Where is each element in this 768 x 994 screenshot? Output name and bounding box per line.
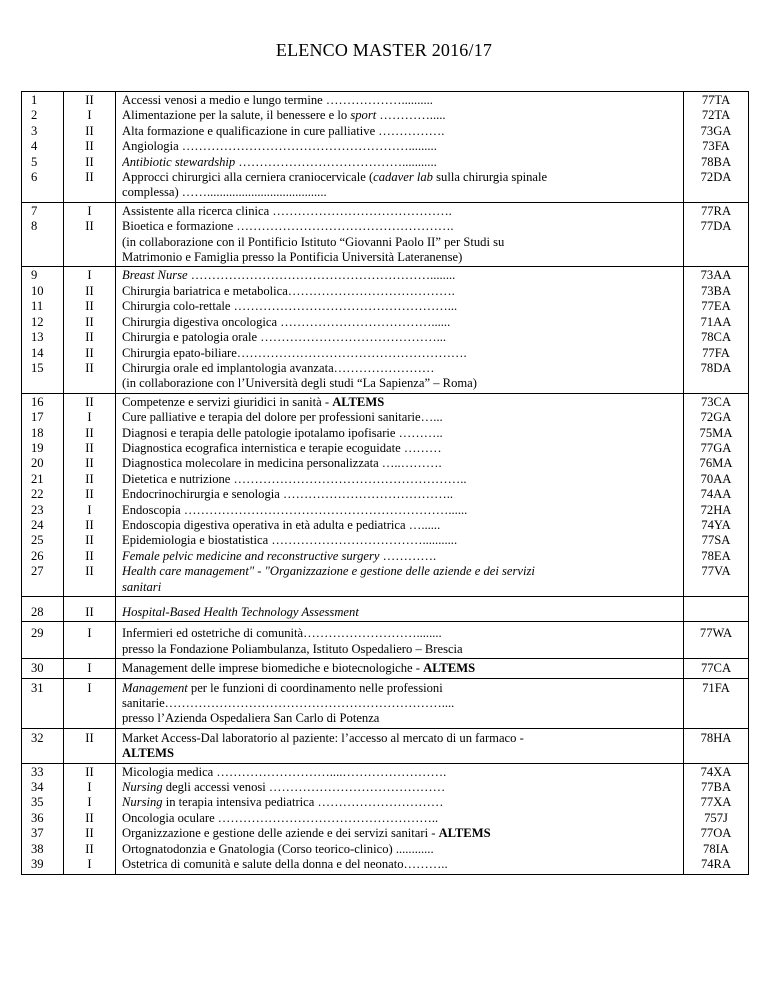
course-code xyxy=(684,763,749,874)
course-title-text: Organizzazione e gestione delle aziende e dei servizi sanitari - xyxy=(122,826,439,841)
course-title-text: Accessi venosi a medio e lungo termine ……………….......... xyxy=(122,93,433,107)
course-title-text: Breast Nurse xyxy=(122,268,188,283)
course-title-line xyxy=(122,361,677,376)
course-code-value: 77TA xyxy=(701,93,731,107)
course-code-value: 70AA xyxy=(700,471,732,486)
level-cell-value: II xyxy=(85,810,94,825)
course-title-text: …………………………………………………........ xyxy=(187,268,456,283)
level-cell xyxy=(64,597,116,622)
course-title-text: Market Access-Dal laboratorio al paziente: l’accesso al mercato di un farmaco - xyxy=(122,730,524,745)
row-number-value: 10 xyxy=(31,283,44,298)
course-code-value: 77FA xyxy=(702,345,730,360)
course-title-text: Endocrinochirurgia e senologia ………………………………….. xyxy=(122,487,454,502)
course-title-line xyxy=(122,795,677,810)
level-cell-value: II xyxy=(85,471,94,486)
level-cell-value: I xyxy=(87,203,92,218)
course-code-value: 76MA xyxy=(699,456,733,471)
course-title-cell xyxy=(116,202,684,267)
course-title-line xyxy=(122,642,677,657)
course-code-value: 77WA xyxy=(699,626,733,641)
course-title-line xyxy=(122,711,677,726)
row-number-value: 39 xyxy=(31,857,44,872)
level-cell xyxy=(64,92,116,203)
course-title-text: Endoscopia ………………………………………………………...... xyxy=(122,502,468,517)
course-title-text: complessa) ……...................................... xyxy=(122,185,327,200)
course-title-text: ALTEMS xyxy=(122,746,175,761)
course-title-line xyxy=(122,124,677,139)
course-code xyxy=(684,202,749,267)
course-title-cell xyxy=(116,678,684,728)
level-cell-value: II xyxy=(85,440,94,455)
course-title-line xyxy=(122,299,677,314)
level-cell-value: I xyxy=(87,410,92,425)
course-title-text: Diagnostica ecografica internistica e terapie ecoguidate ……… xyxy=(122,440,442,455)
course-title-text: sanitarie………………………………………………………….... xyxy=(122,696,455,711)
course-title-line xyxy=(122,681,677,696)
course-code-value: 78BA xyxy=(700,154,732,169)
row-number xyxy=(22,597,64,622)
level-cell-value: II xyxy=(85,533,94,548)
table-row xyxy=(22,92,749,203)
level-cell xyxy=(64,728,116,763)
row-number xyxy=(22,728,64,763)
row-number-value: 22 xyxy=(31,487,44,502)
course-title-text: Hospital-Based Health Technology Assessment xyxy=(122,605,359,619)
course-title-cell xyxy=(116,728,684,763)
course-title-line xyxy=(122,108,677,123)
course-title-cell xyxy=(116,393,684,596)
course-title-text: Dietetica e nutrizione ……………………………………………….. xyxy=(122,471,467,486)
course-title-line xyxy=(122,155,677,170)
row-number-value: 24 xyxy=(31,517,44,532)
row-number-value: 16 xyxy=(31,394,44,409)
course-title-text: sanitari xyxy=(122,579,162,594)
course-title-text: Chirurgia digestiva oncologica ………………………………...... xyxy=(122,314,451,329)
course-title-text: Infermieri ed ostetriche di comunità………………………........ xyxy=(122,626,442,641)
course-code-value: 73CA xyxy=(700,394,732,409)
course-code-value: 77RA xyxy=(700,203,732,218)
course-code-value: 77VA xyxy=(701,564,731,579)
level-cell-value: I xyxy=(87,857,92,872)
level-cell-value: II xyxy=(85,154,94,169)
row-number-value: 35 xyxy=(31,795,44,810)
course-code-value: 77SA xyxy=(701,533,731,548)
course-code-value: 73GA xyxy=(700,123,732,138)
course-title-text: …………..... xyxy=(376,108,446,123)
course-code xyxy=(684,622,749,659)
course-title-cell xyxy=(116,597,684,622)
course-title-text: Nursing xyxy=(122,780,163,795)
row-number xyxy=(22,622,64,659)
row-number xyxy=(22,202,64,267)
level-cell-value: II xyxy=(85,299,94,314)
level-cell-value: I xyxy=(87,680,92,695)
table-row xyxy=(22,659,749,678)
table-row xyxy=(22,393,749,596)
level-cell-value: I xyxy=(87,502,92,517)
course-code-value: 74YA xyxy=(701,517,731,532)
row-number-value: 5 xyxy=(31,154,38,169)
course-title-line xyxy=(122,235,677,250)
course-title-text: Ostetrica di comunità e salute della donna e del neonato……….. xyxy=(122,857,448,872)
course-code-value: 71FA xyxy=(702,680,730,695)
row-number-value: 31 xyxy=(31,680,44,695)
table-row xyxy=(22,763,749,874)
course-title-line xyxy=(122,346,677,361)
course-title-line xyxy=(122,93,677,108)
course-title-text: Management xyxy=(122,680,188,695)
course-title-text: degli accessi venosi …………………………………… xyxy=(162,780,446,795)
level-cell-value: II xyxy=(85,456,94,471)
row-number-value: 14 xyxy=(31,345,44,360)
row-number-value: 30 xyxy=(31,661,44,676)
row-number-value: 15 xyxy=(31,360,44,375)
course-title-line xyxy=(122,842,677,857)
level-cell xyxy=(64,659,116,678)
table-row xyxy=(22,728,749,763)
course-title-line xyxy=(122,826,677,841)
course-title-line xyxy=(122,376,677,391)
level-cell-value: II xyxy=(85,425,94,440)
course-title-line xyxy=(122,139,677,154)
course-title-line xyxy=(122,487,677,502)
course-title-text: sport xyxy=(350,108,377,123)
course-code xyxy=(684,92,749,203)
course-code-value: 74RA xyxy=(700,857,732,872)
row-number-value: 37 xyxy=(31,826,44,841)
course-title-text: Management delle imprese biomediche e biotecnologiche - xyxy=(122,661,424,676)
level-cell-value: II xyxy=(85,605,94,619)
level-cell-value: II xyxy=(85,170,94,185)
course-code-value: 77EA xyxy=(701,299,731,314)
page-title: ELENCO MASTER 2016/17 xyxy=(275,40,493,60)
course-code-value: 72GA xyxy=(700,410,732,425)
level-cell-value: II xyxy=(85,123,94,138)
row-number-value: 2 xyxy=(31,108,38,123)
course-title-text: Chirurgia e patologia orale ……………………………………... xyxy=(122,330,447,345)
course-title-text: ALTEMS xyxy=(332,394,385,409)
level-cell xyxy=(64,622,116,659)
row-number-value: 38 xyxy=(31,841,44,856)
course-title-line xyxy=(122,696,677,711)
course-title-text: Health care management" - "Organizzazione e gestione delle aziende e dei servizi xyxy=(122,564,535,579)
course-title-line xyxy=(122,441,677,456)
course-title-text: ALTEMS xyxy=(438,826,491,841)
course-title-line xyxy=(122,395,677,410)
course-title-line xyxy=(122,564,677,579)
row-number-value: 13 xyxy=(31,330,44,345)
level-cell-value: II xyxy=(85,564,94,579)
course-title-line xyxy=(122,780,677,795)
course-code-value xyxy=(687,605,745,620)
course-title-text: Diagnostica molecolare in medicina personalizzata …..………. xyxy=(122,456,442,471)
course-code xyxy=(684,597,749,622)
row-number-value: 28 xyxy=(31,605,44,619)
course-title-line xyxy=(122,857,677,872)
course-title-text: Endoscopia digestiva operativa in età adulta e pediatrica …...... xyxy=(122,517,441,532)
level-cell-value: II xyxy=(85,517,94,532)
course-title-text: Approcci chirurgici alla cerniera craniocervicale ( xyxy=(122,170,374,185)
course-title-text: Diagnosi e terapia delle patologie ipotalamo ipofisarie ……….. xyxy=(122,425,443,440)
course-title-line xyxy=(122,410,677,425)
level-cell-value: I xyxy=(87,780,92,795)
course-title-line xyxy=(122,204,677,219)
row-number xyxy=(22,393,64,596)
row-number xyxy=(22,678,64,728)
row-number-value: 20 xyxy=(31,456,44,471)
course-title-line xyxy=(122,250,677,265)
course-title-line xyxy=(122,185,677,200)
row-number-value: 27 xyxy=(31,564,44,579)
course-title-line xyxy=(122,731,677,746)
row-number xyxy=(22,267,64,393)
row-number-value: 23 xyxy=(31,502,44,517)
course-code-value: 77GA xyxy=(700,440,732,455)
row-number-value: 6 xyxy=(31,170,38,185)
course-title-line xyxy=(122,518,677,533)
level-cell-value: II xyxy=(85,841,94,856)
course-title-line xyxy=(122,811,677,826)
row-number-value: 11 xyxy=(31,299,44,314)
course-title-line xyxy=(122,533,677,548)
course-title-text: (in collaborazione con l’Università degli studi “La Sapienza” – Roma) xyxy=(122,376,477,391)
course-code-value: 73AA xyxy=(700,268,732,283)
level-cell-value: I xyxy=(87,661,92,676)
level-cell-value: I xyxy=(87,626,92,641)
course-title-line xyxy=(122,626,677,641)
row-number-value: 34 xyxy=(31,780,44,795)
course-title-cell xyxy=(116,622,684,659)
course-code-value: 78HA xyxy=(700,730,732,745)
course-code xyxy=(684,393,749,596)
row-number-value: 1 xyxy=(31,93,38,107)
course-code xyxy=(684,267,749,393)
row-number-value: 25 xyxy=(31,533,44,548)
course-title-text: Bioetica e formazione ……………………………………………. xyxy=(122,219,454,234)
level-cell-value: II xyxy=(85,487,94,502)
course-title-text: ALTEMS xyxy=(423,661,476,676)
course-title-cell xyxy=(116,267,684,393)
course-title-line xyxy=(122,268,677,283)
course-title-text: Competenze e servizi giuridici in sanità - xyxy=(122,394,333,409)
course-title-line xyxy=(122,503,677,518)
row-number xyxy=(22,763,64,874)
level-cell xyxy=(64,267,116,393)
course-title-text: Chirurgia bariatrica e metabolica…………………………………. xyxy=(122,283,455,298)
course-title-text: sulla chirurgia spinale xyxy=(432,170,548,185)
course-title-line xyxy=(122,605,677,620)
table-row xyxy=(22,678,749,728)
course-title-cell xyxy=(116,92,684,203)
course-code-value: 73FA xyxy=(702,139,730,154)
course-title-text: Epidemiologia e biostatistica ………………………………........... xyxy=(122,533,458,548)
course-title-text: Female pelvic medicine and reconstructive surgery xyxy=(122,548,380,563)
course-title-line xyxy=(122,549,677,564)
row-number xyxy=(22,659,64,678)
course-title-text: Angiologia ………………………………………………......... xyxy=(122,139,437,154)
course-title-text: …………………………………........... xyxy=(235,154,437,169)
level-cell-value: II xyxy=(85,394,94,409)
course-title-text: in terapia intensiva pediatrica ………………………… xyxy=(162,795,444,810)
course-code-value: 74AA xyxy=(700,487,732,502)
course-title-cell xyxy=(116,763,684,874)
row-number-value: 12 xyxy=(31,314,44,329)
level-cell-value: II xyxy=(85,314,94,329)
table-row xyxy=(22,202,749,267)
course-title-line xyxy=(122,315,677,330)
level-cell-value: I xyxy=(87,108,92,123)
course-code-value: 74XA xyxy=(700,764,732,779)
course-title-line xyxy=(122,284,677,299)
row-number-value: 29 xyxy=(31,626,44,641)
level-cell-value: II xyxy=(85,93,94,107)
course-title-line xyxy=(122,456,677,471)
course-title-text: Cure palliative e terapia del dolore per professioni sanitarie…... xyxy=(122,410,443,425)
course-code-value: 77DA xyxy=(700,219,732,234)
row-number-value: 26 xyxy=(31,548,44,563)
course-title-line xyxy=(122,219,677,234)
course-title-line xyxy=(122,426,677,441)
course-code-value: 77XA xyxy=(700,795,732,810)
row-number-value: 17 xyxy=(31,410,44,425)
course-title-text: Assistente alla ricerca clinica ……………………………………. xyxy=(122,203,452,218)
course-title-text: …………. xyxy=(379,548,437,563)
course-code-value: 75MA xyxy=(699,425,733,440)
level-cell xyxy=(64,763,116,874)
course-title-line xyxy=(122,170,677,185)
course-title-text: Micologia medica ………………………....……………………. xyxy=(122,764,447,779)
row-number-value: 8 xyxy=(31,219,38,234)
course-title-cell xyxy=(116,659,684,678)
course-code-value: 78EA xyxy=(701,548,731,563)
course-code xyxy=(684,678,749,728)
row-number-value: 4 xyxy=(31,139,38,154)
table-row xyxy=(22,622,749,659)
level-cell-value: II xyxy=(85,139,94,154)
level-cell-value: II xyxy=(85,548,94,563)
level-cell-value: II xyxy=(85,730,94,745)
level-cell xyxy=(64,202,116,267)
level-cell-value: II xyxy=(85,345,94,360)
level-cell-value: II xyxy=(85,764,94,779)
row-number-value: 33 xyxy=(31,764,44,779)
course-title-line xyxy=(122,472,677,487)
level-cell-value: I xyxy=(87,268,92,283)
course-title-text: Ortognatodonzia e Gnatologia (Corso teorico-clinico) ............ xyxy=(122,841,434,856)
course-title-text: (in collaborazione con il Pontificio Istituto “Giovanni Paolo II” per Studi su xyxy=(122,234,505,249)
course-title-text: Chirurgia colo-rettale ……………………………………………... xyxy=(122,299,458,314)
row-number-value: 3 xyxy=(31,123,38,138)
table-row xyxy=(22,597,749,622)
course-code-value: 77CA xyxy=(700,661,732,676)
course-title-text: Antibiotic stewardship xyxy=(122,154,236,169)
course-code-value: 78DA xyxy=(700,360,732,375)
course-title-text: per le funzioni di coordinamento nelle professioni xyxy=(187,680,443,695)
course-code-value: 78IA xyxy=(703,841,729,856)
course-title-text: Nursing xyxy=(122,795,163,810)
course-code-value: 78CA xyxy=(700,330,732,345)
level-cell-value: II xyxy=(85,826,94,841)
master-list-table xyxy=(21,91,749,875)
course-title-line xyxy=(122,661,677,676)
row-number-value: 36 xyxy=(31,810,44,825)
level-cell-value: II xyxy=(85,283,94,298)
row-number-value: 21 xyxy=(31,471,44,486)
course-title-text: Alimentazione per la salute, il benessere e lo xyxy=(122,108,351,123)
course-code-value: 77BA xyxy=(700,780,732,795)
course-title-text: Alta formazione e qualificazione in cure palliative ……………. xyxy=(122,123,445,138)
course-title-text: Oncologia oculare …………………………………………….. xyxy=(122,810,439,825)
course-title-text: Matrimonio e Famiglia presso la Pontificia Università Lateranense) xyxy=(122,250,463,265)
level-cell xyxy=(64,678,116,728)
row-number-value: 18 xyxy=(31,425,44,440)
row-number-value: 7 xyxy=(31,203,38,218)
course-title-line xyxy=(122,580,677,595)
course-title-line xyxy=(122,330,677,345)
course-code-value: 77OA xyxy=(700,826,732,841)
course-title-text: presso la Fondazione Poliambulanza, Istituto Ospedaliero – Brescia xyxy=(122,641,463,656)
level-cell-value: II xyxy=(85,219,94,234)
level-cell-value: II xyxy=(85,330,94,345)
table-row xyxy=(22,267,749,393)
course-title-text: presso l’Azienda Ospedaliera San Carlo di Potenza xyxy=(122,711,380,726)
course-code-value: 757J xyxy=(704,810,728,825)
course-code-value: 72DA xyxy=(700,170,732,185)
course-title-text: Chirurgia orale ed implantologia avanzata…………………… xyxy=(122,360,435,375)
course-code-value: 73BA xyxy=(700,283,732,298)
level-cell-value: II xyxy=(85,360,94,375)
row-number-value: 9 xyxy=(31,268,38,283)
row-number-value: 19 xyxy=(31,440,44,455)
level-cell-value: I xyxy=(87,795,92,810)
course-code-value: 72TA xyxy=(701,108,731,123)
course-code xyxy=(684,728,749,763)
course-title-text: Chirurgia epato-biliare………………………………………………. xyxy=(122,345,467,360)
row-number-value: 32 xyxy=(31,730,44,745)
level-cell xyxy=(64,393,116,596)
course-code xyxy=(684,659,749,678)
course-code-value: 71AA xyxy=(700,314,732,329)
course-title-line xyxy=(122,765,677,780)
course-title-text: cadaver lab xyxy=(373,170,433,185)
row-number xyxy=(22,92,64,203)
course-title-line xyxy=(122,746,677,761)
course-code-value: 72HA xyxy=(700,502,732,517)
